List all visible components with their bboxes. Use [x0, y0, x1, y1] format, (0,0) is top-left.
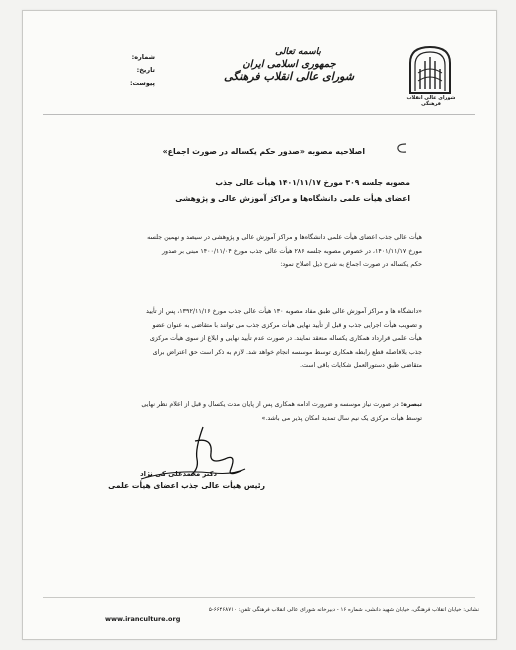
paragraph-line: هیأت علمی قرارداد همکاری یکساله منعقد نمایند. در صورت عدم تأیید نهایی و ابلاغ از سوی هیأت مرکزی [149, 335, 422, 343]
signatory-name: دکتر محمدعلی کی نژاد [140, 470, 217, 478]
paragraph-line: جذب بلافاصله قطع رابطه همکاری توسط موسسه انجام خواهد شد. لازم به ذکر است حق اعتراض برای [152, 348, 422, 356]
emblem-icon [406, 43, 454, 95]
letter-page [22, 10, 497, 640]
handwritten-mark-icon [395, 141, 409, 155]
footer-address: نشانی: خیابان انقلاب فرهنگی، خیابان شهید دانشی، شماره ۱۶ - دبیرخانه شورای عالی انقلاب فرهنگی تلفن: ۶۶۴۶۸۷۱۰-۵ [208, 607, 479, 613]
footer-divider [43, 597, 475, 598]
note-lead: تبصره: [400, 401, 422, 408]
website-link[interactable]: www.iranculture.org [105, 615, 181, 623]
emblem-caption: شورای عالی انقلاب فرهنگی [406, 95, 456, 107]
paragraph-line: متقاضی طبق دستورالعمل شکایات باقی است. [300, 362, 422, 370]
paragraph-resolution [105, 305, 422, 373]
meta-attachment: پیوست: [129, 79, 155, 87]
paragraph-line: مورخ ۱۴۰۱/۱۱/۱۷، در خصوص مصوبه جلسه ۲۸۶ هیأت عالی جذب مورخ ۱۴۰۰/۱۱/۰۴ مبنی بر صدور [162, 247, 422, 255]
letter-meta [85, 51, 155, 90]
signatory-title: رئیس هیأت عالی جذب اعضای هیأت علمی [108, 481, 265, 490]
header-divider [43, 114, 475, 115]
signature-icon [133, 419, 253, 489]
basmala: باسمه تعالی [275, 47, 321, 57]
letterhead-line-2: شورای عالی انقلاب فرهنگی [223, 70, 355, 83]
paragraph-intro [105, 231, 422, 272]
meta-number: شماره: [131, 53, 155, 61]
paragraph-line [105, 398, 422, 412]
meta-date: تاریخ: [136, 66, 155, 74]
letter-subject: اصلاحیه مصوبه «صدور حکم یکساله در صورت اجماع» [162, 147, 365, 156]
letterhead-line-1: جمهوری اسلامی ایران [242, 59, 336, 70]
paragraph-line: «دانشگاه ها و مراکز آموزش عالی طبق مفاد مصوبه ۱۳۰ هیأت عالی جذب مورخ ۱۳۹۲/۱۱/۱۶، پس از تأیید [146, 308, 422, 315]
paragraph-line: هیأت عالی جذب اعضای هیأت علمی دانشگاه‌ها و مراکز آموزش عالی و پژوهشی در سیصد و نهمین جلسه [147, 234, 422, 241]
target-line: اعضای هیأت علمی دانشگاه‌ها و مراکز آموزش عالی و پژوهشی [175, 194, 410, 203]
letterhead-title [219, 59, 359, 83]
paragraph-line: حکم یکساله در صورت اجماع به شرح ذیل اصلاح نمود: [280, 261, 422, 269]
meeting-line: مصوبه جلسه ۳۰۹ مورخ ۱۴۰۱/۱۱/۱۷ هیأت عالی جذب [215, 178, 410, 187]
note-text: در صورت نیاز موسسه و ضرورت ادامه همکاری پس از پایان مدت یکسال و قبل از اعلام نظر نهایی [141, 401, 401, 408]
paragraph-line: توسط هیأت مرکزی یک نیم سال تمدید امکان پذیر می باشد.» [261, 414, 422, 422]
paragraph-line: و تصویب هیأت اجرایی جذب و قبل از تأیید نهایی هیأت مرکزی جذب می توانند با متقاضی به عنوان عضو [152, 321, 422, 329]
